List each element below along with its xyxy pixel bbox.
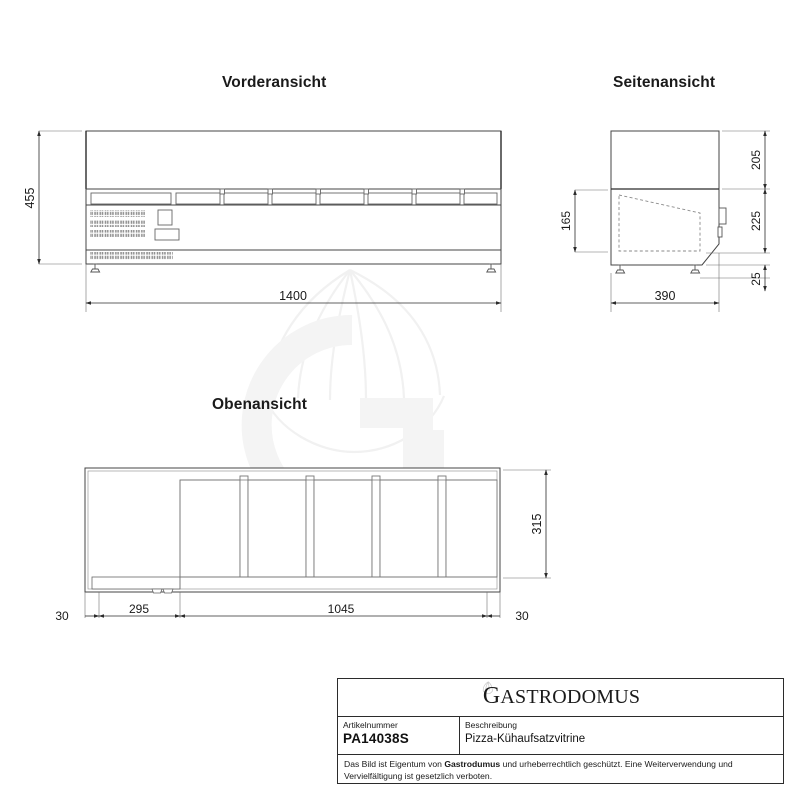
display-panel <box>158 210 172 225</box>
copyright-line2: und Vervielfältigung ist gesetzlich verboten. <box>344 759 733 781</box>
dim-top-right-margin-label: 30 <box>515 609 529 623</box>
front-view-title: Vorderansicht <box>222 74 327 91</box>
side-view-title: Seitenansicht <box>613 74 716 91</box>
front-view-drawing <box>86 131 501 272</box>
copyright-brand: Gastrodumus <box>444 759 501 769</box>
dim-side-depth-label: 390 <box>654 289 676 303</box>
dim-top-pan-area-width-label: 1045 <box>327 602 355 616</box>
hinge-bracket-lower <box>718 227 722 237</box>
copyright-line1-pre: Das Bild ist Eigentum von <box>344 759 445 769</box>
article-number-value: PA14038S <box>343 731 409 746</box>
description-label: Beschreibung <box>465 720 517 730</box>
dim-front-width-label: 1400 <box>279 289 307 303</box>
dimension-front-height <box>23 131 82 264</box>
copyright-line1-post: und urheberrechtlich geschützt. Eine Weiterverwendung <box>500 759 716 769</box>
dim-side-upper-height-label: 205 <box>749 149 763 171</box>
top-view-title: Obenansicht <box>212 396 307 413</box>
article-number-cell <box>338 717 460 754</box>
front-feet <box>91 264 496 272</box>
dim-side-lower-height-label: 225 <box>749 210 763 232</box>
brand-logo-text: GASTRODOMUS <box>482 683 641 709</box>
side-view-drawing <box>611 131 726 273</box>
copyright-note <box>338 755 783 782</box>
title-block <box>337 678 784 784</box>
dim-top-depth-label: 315 <box>530 513 544 535</box>
dimension-top-chain <box>55 592 529 623</box>
dim-front-height-label: 455 <box>23 187 37 209</box>
switch-panel <box>155 229 179 240</box>
brand-logo <box>481 684 640 708</box>
dim-top-left-margin-label: 30 <box>55 609 69 623</box>
dimension-side-inner-height <box>559 190 608 252</box>
side-feet <box>616 265 700 273</box>
dim-top-compressor-width-label: 295 <box>128 602 150 616</box>
description-value: Pizza-Kühaufsatzvitrine <box>465 733 586 745</box>
title-block-logo-row <box>338 679 783 717</box>
dim-side-foot-height-label: 25 <box>749 272 763 286</box>
dimension-front-width <box>86 264 501 312</box>
hinge-bracket-upper <box>719 208 726 224</box>
top-view-drawing <box>85 468 500 593</box>
dim-side-inner-height-label: 165 <box>559 210 573 232</box>
dimension-top-depth <box>503 470 551 578</box>
title-block-meta-row <box>338 717 783 755</box>
article-number-label: Artikelnummer <box>343 720 398 730</box>
description-cell <box>460 717 783 754</box>
